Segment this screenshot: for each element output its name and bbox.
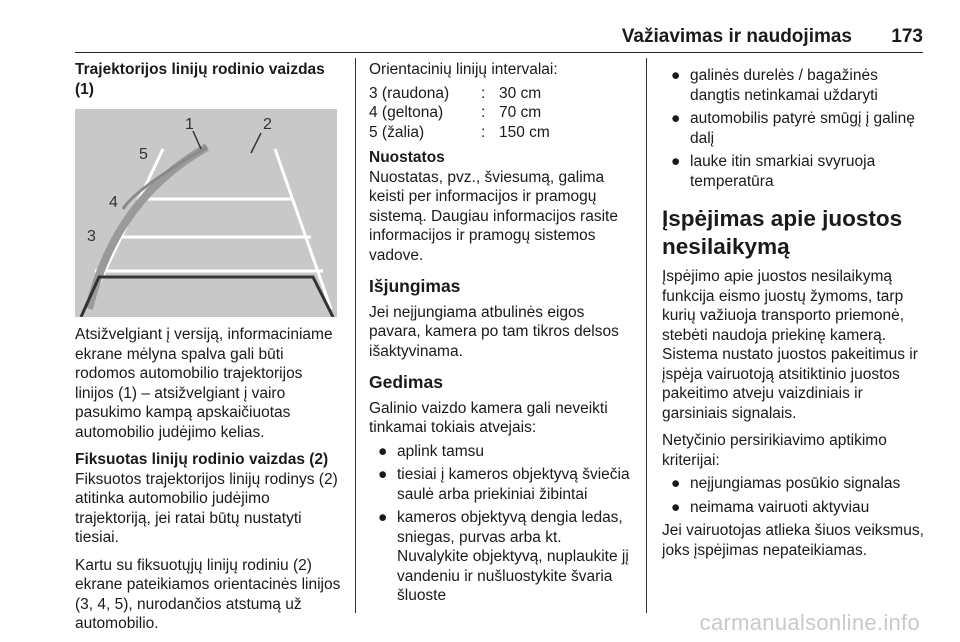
interval-row — [369, 84, 637, 104]
paragraph: Netyčinio persirikiavimo aptikimo kriterijai: — [662, 432, 887, 469]
section-title: Įspėjimas apie juostos nesilaikymą — [662, 206, 903, 259]
bullet-list — [369, 442, 637, 606]
paragraph: Galinio vaizdo kamera gali neveikti tinkamai tokiais atvejais: — [369, 399, 608, 436]
list-item: ● lauke itin smarkiai svyruoja temperatūra — [671, 153, 876, 190]
bullet-icon: ● — [671, 498, 681, 516]
list-item: ● tiesiai į kameros objektyvą šviečia saulė arba priekiniai žibintai — [378, 466, 630, 503]
paragraph: Kartu su fiksuotųjų linijų rodiniu (2) ekrane pateikiamos orientacinės linijos (3, 4, 5), nurodančios atstumą už automobilio. — [75, 556, 341, 632]
column-divider-1 — [355, 58, 356, 613]
intervals-intro: Orientacinių linijų intervalai: — [369, 61, 558, 78]
bullet-icon: ● — [378, 442, 388, 460]
interval-key: 5 (žalia) — [369, 123, 425, 141]
watermark: carmanualsonline.info — [699, 610, 920, 635]
interval-value: 30 cm — [499, 84, 542, 102]
list-item: ● aplink tamsu — [378, 442, 485, 460]
list-item: ● neimama vairuoti aktyviau — [671, 498, 870, 516]
label-3: 3 — [87, 228, 96, 245]
header-divider — [75, 52, 923, 53]
label-1: 1 — [185, 116, 194, 133]
section-heading: Išjungimas — [369, 276, 461, 296]
bullet-icon: ● — [378, 466, 388, 483]
bullet-icon: ● — [378, 509, 388, 526]
page-header — [0, 0, 960, 52]
column-divider-2 — [646, 58, 647, 613]
page-number: 173 — [891, 26, 923, 47]
paragraph: Atsižvelgiant į versiją, informaciniame ekrane mėlyna spalva gali būti rodomos automobilio trajektorijos linijos (1) – atsižvelgiant į vairo pasukimo kampą apskaičiuotas automobilio judėjimo kelias. — [75, 326, 333, 441]
interval-sep: : — [481, 104, 486, 121]
column-2 — [369, 60, 637, 610]
paragraph: Jei vairuotojas atlieka šiuos veiksmus, joks įspėjimas nepateikiamas. — [662, 522, 924, 559]
label-5: 5 — [139, 146, 148, 163]
interval-row — [369, 123, 637, 143]
bullet-icon: ● — [671, 475, 681, 492]
bullet-icon: ● — [671, 110, 681, 127]
column-3 — [662, 60, 927, 560]
paragraph: Nuostatas, pvz., šviesumą, galima keisti per informacijos ir pramogų sistemą. Daugiau informacijos rasite informacijos ir pramogų sistemos vadove. — [369, 168, 618, 264]
list-item: ● automobilis patyrė smūgį į galinę dalį — [671, 110, 915, 147]
section-heading: Trajektorijos linijų rodinio vaizdas (1) — [75, 61, 325, 98]
interval-value: 70 cm — [499, 104, 542, 121]
label-2: 2 — [263, 116, 272, 133]
list-item: ● neįjungiamas posūkio signalas — [671, 475, 901, 492]
bullet-icon: ● — [671, 153, 681, 170]
label-4: 4 — [109, 194, 118, 211]
section-heading: Gedimas — [369, 372, 443, 392]
interval-sep: : — [481, 123, 486, 141]
bullet-icon: ● — [671, 67, 681, 84]
interval-value: 150 cm — [499, 123, 550, 141]
paragraph: Jei neįjungiama atbulinės eigos pavara, kamera po tam tikros delsos išaktyvinama. — [369, 303, 619, 360]
rear-camera-figure — [75, 109, 337, 317]
column-1 — [75, 60, 345, 634]
interval-key: 4 (geltona) — [369, 104, 444, 121]
interval-row — [369, 103, 637, 123]
subheading: Nuostatos — [369, 149, 445, 166]
bullet-list — [662, 66, 927, 191]
subheading: Fiksuotas linijų rodinio vaizdas (2) — [75, 451, 329, 468]
bullet-list — [662, 474, 927, 517]
trajectory-lines-illustration — [75, 109, 337, 317]
list-item: ● galinės durelės / bagažinės dangtis netinkamai uždaryti — [671, 67, 878, 104]
paragraph: Fiksuotos trajektorijos linijų rodinys (2) atitinka automobilio judėjimo trajektoriją, jei ratai būtų nustatyti tiesiai. — [75, 470, 338, 546]
header-title: Važiavimas ir naudojimas — [621, 26, 852, 47]
interval-key: 3 (raudona) — [369, 84, 450, 102]
paragraph: Įspėjimo apie juostos nesilaikymą funkcija eismo juostų žymoms, tarp kurių važiuoja transporto priemonė, stebėti naudoja priekinę kamerą. Sistema nustato juostos pakeitimus ir įspėja vairuotoją atsitiktinio juostos pakeitimo atveju vaizdiniais ir garsiniais signalais. — [662, 268, 918, 422]
list-item: ● kameros objektyvą dengia ledas, sniegas, purvas arba kt. Nuvalykite objektyvą, nuplaukite jį vandeniu ir nušluostykite švaria šluoste — [378, 509, 629, 604]
interval-sep: : — [481, 84, 486, 102]
